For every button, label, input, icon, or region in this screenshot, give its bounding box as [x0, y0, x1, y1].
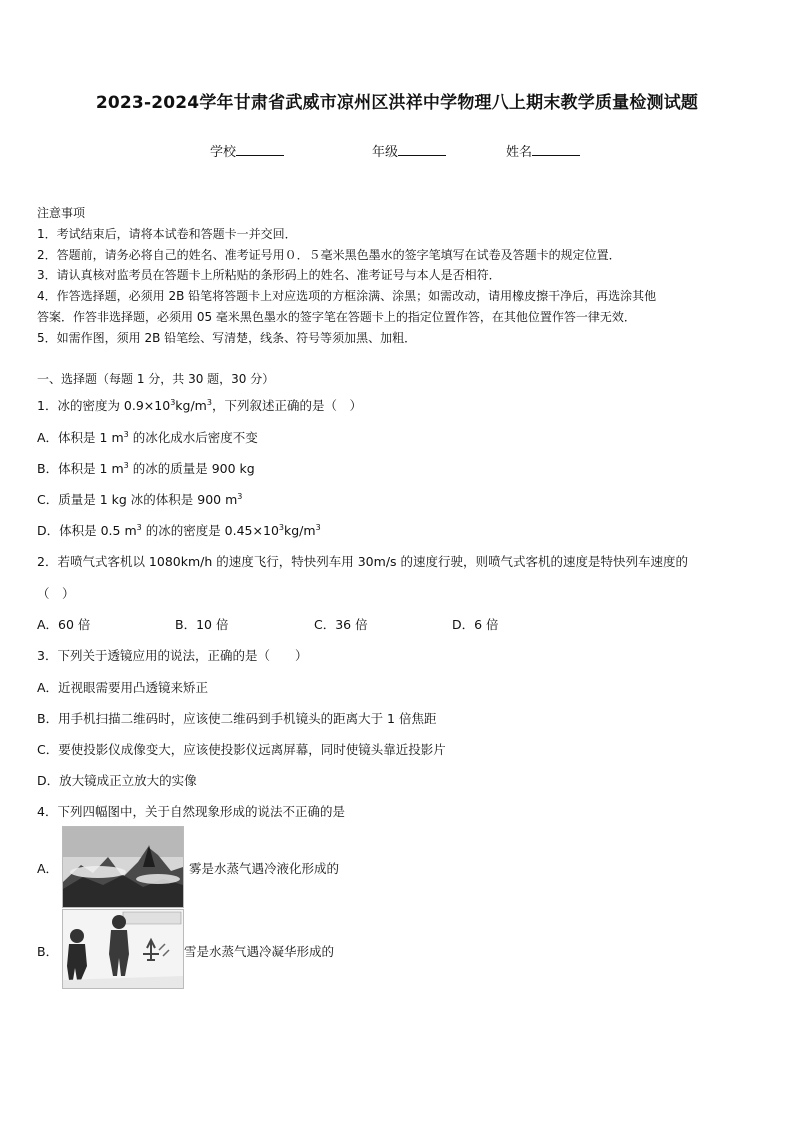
question-2-option-c[interactable]: C．36 倍	[314, 617, 368, 632]
question-3-option-d[interactable]: D．放大镜成正立放大的实像	[37, 773, 197, 788]
name-field[interactable]	[506, 141, 580, 160]
page-title: 2023-2024学年甘肃省武威市凉州区洪祥中学物理八上期末教学质量检测试题	[95, 93, 699, 113]
question-4-option-b-text: 雪是水蒸气遇冷凝华形成的	[184, 944, 335, 959]
question-2-option-d[interactable]: D．6 倍	[452, 617, 499, 632]
name-label: 姓名	[506, 145, 533, 160]
note-item: 4．作答选择题，必须用 2B 铅笔将答题卡上对应选项的方框涂满、涂黑；如需改动，请用橡皮擦干净后，再选涂其他	[37, 289, 657, 303]
question-1-option-a[interactable]: A．体积是 1 $m^3$ 的冰化成水后密度不变	[37, 429, 258, 445]
question-3-option-c[interactable]: C．要使投影仪成像变大，应该使投影仪远离屏幕，同时使镜头靠近投影片	[37, 742, 446, 757]
question-4-option-b-label[interactable]: B．	[37, 944, 59, 959]
question-2-option-a[interactable]: A．60 倍	[37, 617, 91, 632]
note-item: 1．考试结束后，请将本试卷和答题卡一并交回．	[37, 227, 297, 241]
question-2-option-b[interactable]: B．10 倍	[175, 617, 229, 632]
note-item: 答案．作答非选择题，必须用 05 毫米黑色墨水的签字笔在答题卡上的指定位置作答，在其他位置作答一律无效．	[37, 310, 636, 324]
grade-field[interactable]	[372, 141, 446, 160]
question-1-stem: 1．冰的密度为 $0.9\times 10^3kg/m^3$，下列叙述正确的是（ ）	[37, 397, 362, 413]
question-2-stem: 2．若喷气式客机以 1080km/h 的速度飞行，特快列车用 30m/s 的速度行驶，则喷气式客机的速度是特快列车速度的	[37, 554, 689, 569]
question-3-option-b[interactable]: B．用手机扫描二维码时，应该使二维码到手机镜头的距离大于 1 倍焦距	[37, 711, 437, 726]
question-1-option-b[interactable]: B．体积是 1 $m^3$ 的冰的质量是 900 kg	[37, 460, 255, 476]
fog-mountain-image	[62, 826, 184, 908]
note-item: 2．答题前，请务必将自己的姓名、准考证号用０．５毫米黑色墨水的签字笔填写在试卷及答题卡的规定位置．	[37, 248, 621, 262]
question-3-stem: 3．下列关于透镜应用的说法，正确的是（ ）	[37, 648, 308, 663]
grade-label: 年级	[372, 145, 399, 160]
question-2-paren: （ ）	[37, 586, 75, 601]
snow-kids-image	[62, 909, 184, 989]
question-4-option-a-text: 雾是水蒸气遇冷液化形成的	[189, 861, 340, 876]
school-label: 学校	[210, 145, 237, 160]
note-item: 5．如需作图，须用 2B 铅笔绘、写清楚，线条、符号等须加黑、加粗．	[37, 331, 417, 345]
section-heading: 一、选择题（每题 1 分，共 30 题，30 分）	[37, 372, 275, 386]
question-3-option-a[interactable]: A．近视眼需要用凸透镜来矫正	[37, 680, 209, 695]
school-field[interactable]	[210, 141, 284, 160]
question-4-option-a-label[interactable]: A．	[37, 861, 59, 876]
question-1-option-d[interactable]: D．体积是 0.5 $m^3$ 的冰的密度是 $0.45\times 10^3kg/m^3$	[37, 522, 321, 538]
notes-heading: 注意事项	[37, 206, 86, 220]
note-item: 3．请认真核对监考员在答题卡上所粘贴的条形码上的姓名、准考证号与本人是否相符．	[37, 268, 501, 282]
question-4-stem: 4．下列四幅图中，关于自然现象形成的说法不正确的是	[37, 804, 345, 819]
question-1-option-c[interactable]: C．质量是 1 kg 冰的体积是 900 $m^3$	[37, 491, 243, 507]
